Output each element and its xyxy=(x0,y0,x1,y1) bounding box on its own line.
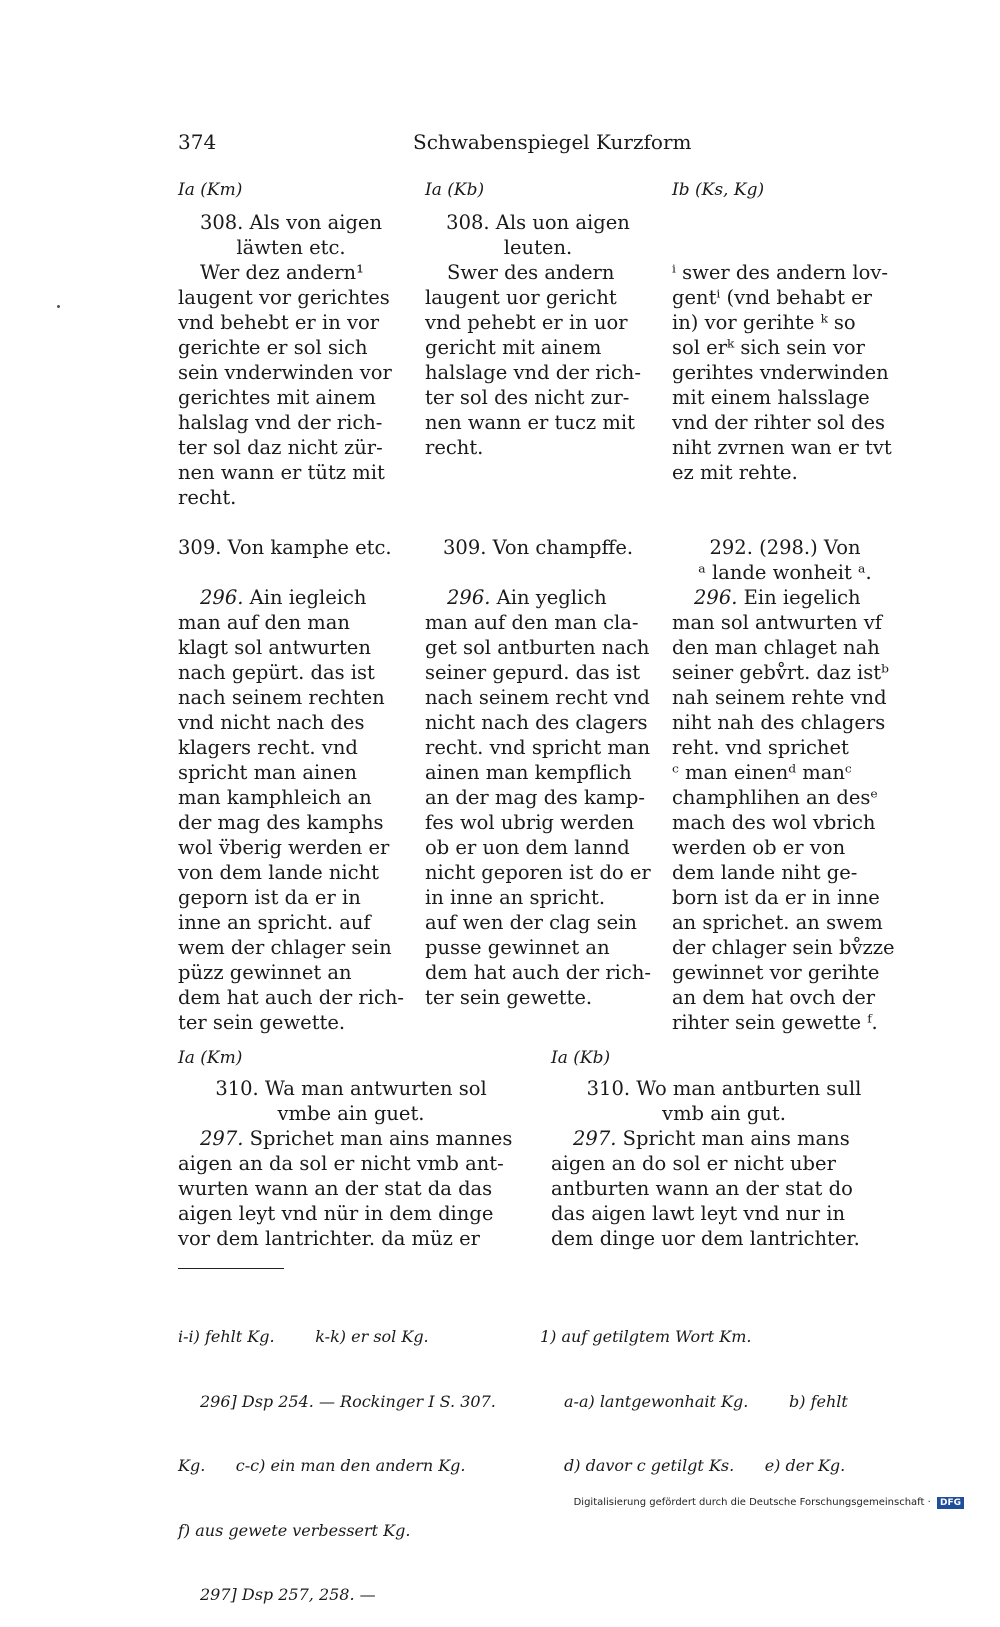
text-line: man auf den man cla- xyxy=(425,611,639,634)
text-line: laugent uor gericht xyxy=(425,286,617,309)
footnote-line: i-i) fehlt Kg. k-k) er sol Kg. xyxy=(178,1327,429,1346)
section-310-kb xyxy=(551,1076,897,1251)
footnote-line: d) davor c getilgt Ks. e) der Kg. xyxy=(564,1456,846,1475)
text-line: dem dinge uor dem lantrichter. xyxy=(551,1227,860,1250)
text-line: ter sol des nicht zur- xyxy=(425,386,630,409)
text-line: gewinnet vor gerihte xyxy=(672,961,880,984)
text-line: dem lande niht ge- xyxy=(672,861,858,884)
text-line: 296. Ain yeglich xyxy=(447,586,607,609)
footnote-line: 296] Dsp 254. — Rockinger I S. 307. xyxy=(200,1391,496,1411)
text-line: von dem lande nicht xyxy=(178,861,379,884)
text-line: recht. xyxy=(425,436,484,459)
text-line: in inne an spricht. xyxy=(425,886,606,909)
text-line: man kamphleich an xyxy=(178,786,372,809)
text-line: 297. Spricht man ains mans xyxy=(573,1127,850,1150)
section-title-line: 308. Als uon aigen xyxy=(446,211,630,234)
text-line: aigen an do sol er nicht uber xyxy=(551,1152,836,1175)
text-line: dem hat auch der rich- xyxy=(178,986,404,1009)
section-title: 309. Von kamphe etc. xyxy=(178,536,392,559)
text-line: püzz gewinnet an xyxy=(178,961,352,984)
siglum-kb-bottom: Ia (Kb) xyxy=(551,1048,611,1068)
text-line: klagt sol antwurten xyxy=(178,636,371,659)
running-title: Schwabenspiegel Kurzform xyxy=(413,130,692,154)
text-line: ez mit rehte. xyxy=(672,461,798,484)
text-line: auf wen der clag sein xyxy=(425,911,637,934)
text-line: ainen man kempflich xyxy=(425,761,632,784)
text-line: get sol antburten nach xyxy=(425,636,650,659)
text-line: an sprichet. an swem xyxy=(672,911,883,934)
section-title-line: 292. (298.) Von xyxy=(709,536,861,559)
text-line: seiner gebv̊rt. daz istᵇ xyxy=(672,661,889,684)
text-line: sol erᵏ sich sein vor xyxy=(672,336,865,359)
text-line: aigen an da sol er nicht vmb ant- xyxy=(178,1152,504,1175)
text-line: rihter sein gewette ᶠ. xyxy=(672,1011,878,1034)
text-line: 297. Sprichet man ains mannes xyxy=(200,1127,513,1150)
text-line: ob er uon dem lannd xyxy=(425,836,630,859)
text-line: ⁱ swer des andern lov- xyxy=(672,261,888,284)
section-309-kb xyxy=(425,535,651,1010)
text-line: man auf den man xyxy=(178,611,350,634)
text-line: der chlager sein bv̊zze xyxy=(672,936,895,959)
siglum-ks-kg: Ib (Ks, Kg) xyxy=(672,180,765,200)
text-line: der mag des kamphs xyxy=(178,811,384,834)
text-line: ter sol daz nicht zür- xyxy=(178,436,383,459)
footnote-line: 297] Dsp 257, 258. — xyxy=(200,1585,376,1604)
text-line: an dem hat ovch der xyxy=(672,986,876,1009)
text-line: recht. vnd spricht man xyxy=(425,736,651,759)
text-line: das aigen lawt leyt vnd nur in xyxy=(551,1202,846,1225)
section-title-line: 308. Als von aigen xyxy=(199,211,383,234)
text-line: werden ob er von xyxy=(672,836,846,859)
dfg-credit: Digitalisierung gefördert durch die Deutsche Forschungsgemeinschaft · DFG xyxy=(574,1497,964,1509)
text-line: ᶜ man einenᵈ manᶜ xyxy=(672,761,852,784)
text-line: in) vor gerihte ᵏ so xyxy=(672,311,856,334)
text-line: vnd behebt er in vor xyxy=(178,311,380,334)
section-title-line: vmbe ain guet. xyxy=(277,1102,425,1125)
text-line: inne an spricht. auf xyxy=(178,911,371,934)
text-line: nach seinem rechten xyxy=(178,686,385,709)
text-line: reht. vnd sprichet xyxy=(672,736,849,759)
text-line: nen wann er tucz mit xyxy=(425,411,635,434)
footnote-line: 1) auf getilgtem Wort Km. xyxy=(540,1327,752,1346)
text-line: nicht nach des clagers xyxy=(425,711,648,734)
section-309-km xyxy=(178,535,404,1035)
footnotes-left xyxy=(178,1283,523,1627)
text-line: recht. xyxy=(178,486,237,509)
section-title-line: vmb ain gut. xyxy=(662,1102,786,1125)
text-line: spricht man ainen xyxy=(178,761,357,784)
section-title-line: 310. Wo man antburten sull xyxy=(586,1077,862,1100)
text-line: nach gepürt. das ist xyxy=(178,661,375,684)
text-line: gerihtes vnderwinden xyxy=(672,361,889,384)
stray-mark xyxy=(57,305,60,308)
text-line: mit einem halsslage xyxy=(672,386,870,409)
text-line: wurten wann an der stat da das xyxy=(178,1177,493,1200)
text-line: Wer dez andern¹ xyxy=(200,261,364,284)
siglum-kb: Ia (Kb) xyxy=(425,180,485,200)
page-number: 374 xyxy=(178,130,217,154)
text-line: champhlihen an desᵉ xyxy=(672,786,878,809)
section-title-line: 310. Wa man antwurten sol xyxy=(215,1077,487,1100)
section-308-km xyxy=(178,210,404,510)
text-line: nah seinem rehte vnd xyxy=(672,686,887,709)
text-line: gerichte er sol sich xyxy=(178,336,368,359)
section-title-line: leuten. xyxy=(503,236,573,259)
text-line: 296. Ain iegleich xyxy=(200,586,367,609)
text-line: dem hat auch der rich- xyxy=(425,961,651,984)
text-line: Swer des andern xyxy=(447,261,615,284)
section-308-ks-kg xyxy=(672,260,898,485)
text-line: antburten wann an der stat do xyxy=(551,1177,853,1200)
section-310-km xyxy=(178,1076,524,1251)
section-308-kb xyxy=(425,210,651,460)
text-line: mach des wol vbrich xyxy=(672,811,876,834)
text-line: nen wann er tütz mit xyxy=(178,461,385,484)
text-line: laugent vor gerichtes xyxy=(178,286,390,309)
text-line: seiner gepurd. das ist xyxy=(425,661,641,684)
text-line: gericht mit ainem xyxy=(425,336,602,359)
section-title: 309. Von champffe. xyxy=(443,536,634,559)
footnote-line: Kg. c-c) ein man den andern Kg. xyxy=(178,1456,466,1475)
text-line: aigen leyt vnd nür in dem dinge xyxy=(178,1202,494,1225)
text-line: geporn ist da er in xyxy=(178,886,361,909)
text-line: ter sein gewette. xyxy=(425,986,593,1009)
text-line: fes wol ubrig werden xyxy=(425,811,635,834)
text-line: nicht geporen ist do er xyxy=(425,861,651,884)
footnote-line: f) aus gewete verbessert Kg. xyxy=(178,1520,411,1540)
text-line: 296. Ein iegelich xyxy=(694,586,861,609)
siglum-km-bottom: Ia (Km) xyxy=(178,1048,243,1068)
text-line: halslage vnd der rich- xyxy=(425,361,641,384)
text-line: vnd der rihter sol des xyxy=(672,411,886,434)
dfg-logo: DFG xyxy=(937,1497,964,1509)
text-line: wem der chlager sein xyxy=(178,936,392,959)
footnote-line: a-a) lantgewonhait Kg. b) fehlt xyxy=(564,1391,848,1411)
text-line: sein vnderwinden vor xyxy=(178,361,392,384)
text-line: klagers recht. vnd xyxy=(178,736,358,759)
text-line: niht nah des chlagers xyxy=(672,711,886,734)
text-line: gerichtes mit ainem xyxy=(178,386,376,409)
section-title-line: ᵃ lande wonheit ᵃ. xyxy=(698,561,872,584)
credit-text: Digitalisierung gefördert durch die Deutsche Forschungsgemeinschaft xyxy=(573,1497,925,1508)
text-line: man sol antwurten vf xyxy=(672,611,883,634)
section-292-ks-kg xyxy=(672,535,898,1035)
text-line: pusse gewinnet an xyxy=(425,936,610,959)
footnotes-right xyxy=(540,1283,900,1498)
section-title-line: läwten etc. xyxy=(236,236,346,259)
text-line: gentⁱ (vnd behabt er xyxy=(672,286,872,309)
text-line: halslag vnd der rich- xyxy=(178,411,383,434)
text-line: wol v̈berig werden er xyxy=(178,836,390,859)
siglum-km: Ia (Km) xyxy=(178,180,243,200)
footnote-rule xyxy=(178,1268,284,1269)
text-line: an der mag des kamp- xyxy=(425,786,645,809)
text-line: nach seinem recht vnd xyxy=(425,686,650,709)
text-line: vor dem lantrichter. da müz er xyxy=(178,1227,480,1250)
text-line: vnd nicht nach des xyxy=(178,711,365,734)
text-line: vnd pehebt er in uor xyxy=(425,311,628,334)
text-line: born ist da er in inne xyxy=(672,886,880,909)
text-line: ter sein gewette. xyxy=(178,1011,346,1034)
text-line: den man chlaget nah xyxy=(672,636,880,659)
text-line: niht zvrnen wan er tvt xyxy=(672,436,892,459)
